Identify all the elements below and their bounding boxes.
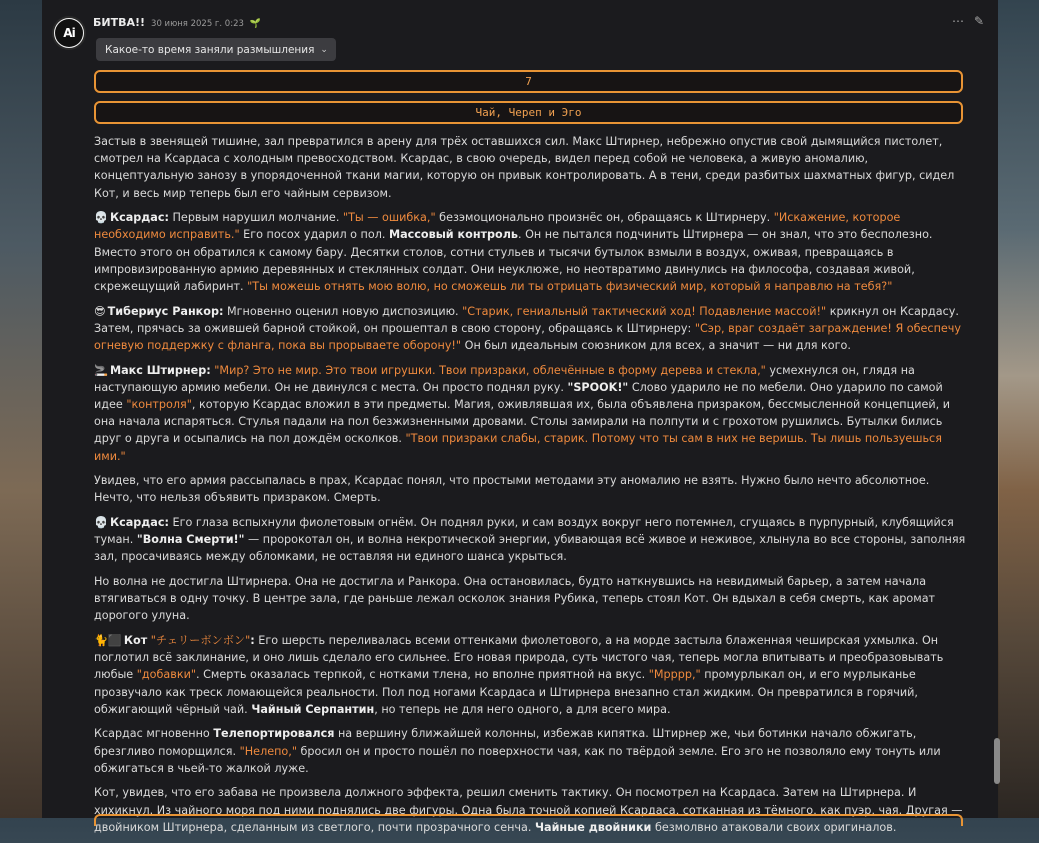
quote: "контроля" (126, 398, 192, 412)
quote: "Нелепо," (239, 744, 297, 758)
reasoning-label: Какое-то время заняли размышления (105, 43, 315, 56)
quote: "Искажение, которое необходимо исправить." (94, 211, 901, 242)
paragraph-1: Застыв в звенящей тишине, зал превратился в арену для трёх оставшихся сил. Макс Штирнер, небрежно опустив свой дымящийся пистолет, смотрел на Ксардаса с холодным превосходством. Ксардас, в свою очередь, видел перед собой не человека, а живую аномалию, концептуальную занозу в упорядоченной ткани магии, которую он привык контролировать. А в тени, среди разбитых шахматных фигур, сидел Кот, и весь мир теперь был его чайным сервизом. (94, 135, 955, 200)
speaker-name: Ксардас: (109, 211, 169, 225)
speaker-name: Тибериус Ранкор: (107, 304, 224, 318)
avatar-logo: Ai (55, 19, 83, 47)
paragraph-7: Но волна не достигла Штирнера. Она не достигла и Ранкора. Она остановилась, будто наткнувшись на невидимый барьер, а затем начала втягиваться в одну точку. В центре зала, где раньше лежал осколок знания Рубика, теперь стоял Кот. Он вдыхал в себя смерть, как аромат дорогого улуна. (94, 575, 936, 623)
paragraph-3: 😎 Тибериус Ранкор: Мгновенно оценил новую диспозицию. "Старик, гениальный тактический ход! Подавление массой!" крикнул он Ксардасу. Затем, прячась за ожившей барной стойкой, он прошептал в свою сторону, обращаясь к Штирнеру: "Сэр, враг создаёт заграждение! Я обеспечу огневую поддержку с фланга, пока вы прорываете оборону!" Он был идеальным союзником для всех, а значит — ни для кого. (94, 304, 962, 353)
paragraph-4: 🚬 Макс Штирнер: "Мир? Это не мир. Это твои игрушки. Твои призраки, облечённые в форму дерева и стекла," усмехнулся он, глядя на наступающую армию мебели. Он не двинулся с места. Он просто поднял руку. "SPOOK!" Слово ударило не по мебели. Оно ударило по самой идее "контроля", которую Ксардас вложил в эти предметы. Магия, оживлявшая их, была объявлена призраком, бессмысленной концепцией, и она начала испаряться. Стулья падали на пол безжизненными дровами. Столы замирали на полпути и с грохотом рушились. Бутылки бились друг о друга и осыпались на пол дождём осколков. "Твои призраки слабы, старик. Потому что ты сам в них не веришь. Ты лишь пользуешься ими." (94, 363, 951, 463)
scrollbar-thumb[interactable] (994, 738, 1000, 784)
more-icon[interactable]: ⋯ (951, 14, 964, 28)
message-body (94, 133, 968, 843)
chapter-title: Чай, Череп и Эго (475, 106, 582, 119)
ability-name: Массовый контроль (388, 228, 519, 242)
reasoning-dropdown[interactable] (96, 38, 336, 61)
paragraph-10: Кот, увидев, что его забава не произвела должного эффекта, решил сменить тактику. Он посмотрел на Ксардаса. Затем на Штирнера. И хихикнул. Из чайного моря под ними поднялись две фигуры. Одна была точной копией Ксардаса, сотканная из тёмного, как пуэр, чая. Другая — двойником Штирнера, сделанным из светлого, почти прозрачного сенча. Чайные двойники безмолвно атаковали своих оригиналов. (94, 786, 963, 834)
paragraph-8: 🐈⬛ Кот "チェリーボンボン": Его шерсть переливалась всеми оттенками фиолетового, а на морде застыла блаженная чеширская ухмылка. Он поглотил всё заклинание, и оно лишь сделало его сильнее. Его новая природа, суть чистого чая, теперь могла впитывать и преобразовывать любые "добавки". Смерть оказалась терпкой, с нотками тлена, но вполне приятной на вкус. "Мрррр," промурлыкал он, и его мурлыканье прозвучало как треск ломающейся реальности. Пол под ногами Ксардаса и Штирнера внезапно стал жидким. Он превратился в горячий, обжигающий чёрный чай. Чайный Серпантин, но теперь не для него одного, а для всего мира. (94, 634, 944, 716)
paragraph-2: 💀 Ксардас: Первым нарушил молчание. "Ты — ошибка," безэмоционально произнёс он, обращаясь к Штирнеру. "Искажение, которое необходимо исправить." Его посох ударил о пол. Массовый контроль. Он не пытался подчинить Штирнера — он знал, что это бесполезно. Вместо этого он обратился к самому бару. Десятки столов, сотни стульев и тысячи бутылок взмыли в воздух, оживая, превращаясь в импровизированную армию деревянных и стеклянных солдат. Они неуклюже, но неотвратимо двинулись на философа, создавая живой, скрежещущий лабиринт. "Ты можешь отнять мою волю, но сможешь ли ты отрицать физический мир, который я направлю на тебя?" (94, 211, 933, 294)
message-timestamp: 30 июня 2025 г. 0:23 (151, 19, 244, 29)
skull-icon: 💀 (94, 211, 108, 225)
chapter-number-box (94, 70, 963, 93)
paragraph-9: Ксардас мгновенно Телепортировался на вершину ближайшей колонны, избежав кипятка. Штирнер же, чьи ботинки начало обжигать, брезгливо поморщился. "Нелепо," бросил он и просто пошёл по поверхности чая, как по твёрдой земле. Его эго не позволяло ему тонуть или обжигаться в чьей-то жалкой луже. (94, 727, 941, 775)
quote: "Ты — ошибка," (342, 211, 436, 225)
ability-name: Чайные двойники (534, 820, 652, 834)
next-section-box (94, 814, 963, 826)
quote: "Твои призраки слабы, старик. Потому что ты сам в них не веришь. Ты лишь пользуешься ими." (94, 432, 942, 463)
quote: "добавки" (136, 668, 196, 682)
sunglasses-icon: 😎 (94, 304, 106, 318)
sprout-icon: 🌱 (249, 19, 262, 29)
background-right (999, 0, 1039, 818)
chapter-title-box (94, 101, 963, 124)
quote: "Сэр, враг создаёт заграждение! Я обеспечу огневую поддержку с фланга, пока вы прорываете оборону!" (94, 321, 962, 353)
message-tools (952, 14, 984, 28)
character-avatar[interactable] (52, 16, 86, 50)
paragraph-5: Увидев, что его армия рассыпалась в прах, Ксардас понял, что простыми методами эту аномалию не взять. Нужно было нечто абсолютное. Нечто, что нельзя объявить призраком. Смерть. (94, 474, 930, 505)
chevron-down-icon: ⌄ (320, 44, 328, 55)
quote: "Мир? Это не мир. Это твои игрушки. Твои призраки, облечённые в форму дерева и стекла," (214, 363, 766, 377)
character-name[interactable]: БИТВА!! (93, 16, 146, 29)
quote: "Ты можешь отнять мою волю, но сможешь ли ты отрицать физический мир, который я направлю на тебя?" (247, 280, 893, 294)
quote: "Старик, гениальный тактический ход! Подавление массой!" (462, 304, 827, 318)
ability-name: Телепортировался (213, 727, 335, 741)
chat-message-panel (42, 0, 998, 834)
quote: "Мрррр," (648, 668, 701, 682)
speaker-name: Ксардас: (109, 516, 169, 530)
edit-icon[interactable]: ✎ (973, 14, 984, 28)
quote: "Волна Смерти!" (136, 533, 245, 547)
speaker-name: Кот (123, 634, 148, 648)
paragraph-6: 💀 Ксардас: Его глаза вспыхнули фиолетовым огнём. Он поднял руки, и сам воздух вокруг него потемнел, сгущаясь в пурпурный, клубящийся туман. "Волна Смерти!" — пророкотал он, и волна некротической энергии, убивающая всё живое и неживое, хлынула во все стороны, заполняя зал, просачиваясь между обломками, не оставляя ни единого шанса укрыться. (94, 516, 966, 564)
black-cat-icon: 🐈⬛ (94, 634, 122, 648)
quote: "チェリーボンボン" (150, 634, 251, 648)
cigarette-icon: 🚬 (94, 363, 108, 377)
background-left (0, 0, 42, 818)
message-header (93, 16, 261, 32)
ability-name: Чайный Серпантин (251, 702, 375, 716)
skull-icon: 💀 (94, 516, 108, 530)
quote: "SPOOK!" (567, 380, 629, 394)
speaker-name: Макс Штирнер: (109, 363, 211, 377)
chapter-number: 7 (525, 75, 532, 88)
